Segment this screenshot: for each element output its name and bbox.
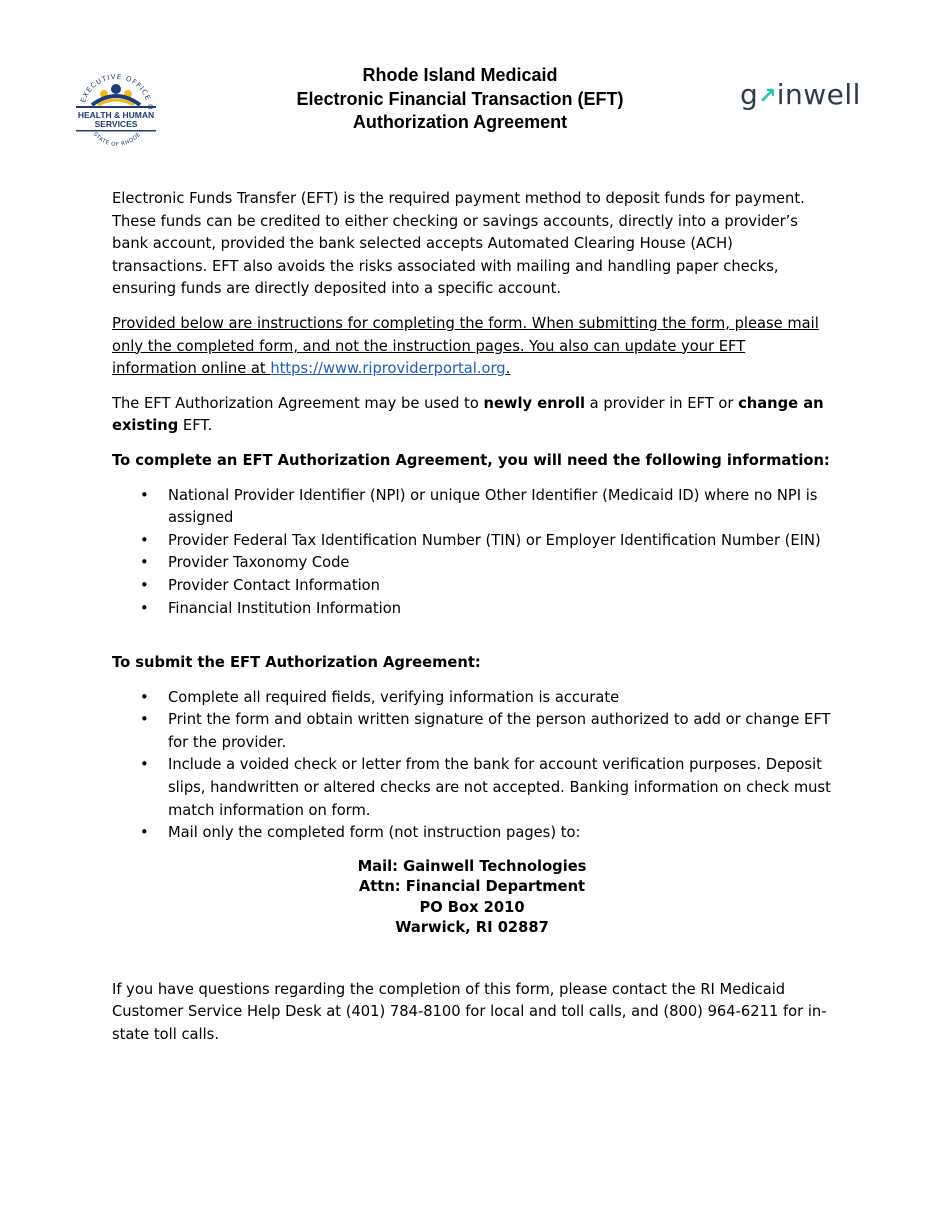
usage-paragraph — [112, 393, 832, 438]
mail-address — [112, 857, 832, 939]
seal-ring-text: EXECUTIVE OFFICE — [79, 72, 153, 104]
page-title — [230, 64, 690, 135]
mail-line-3: PO Box 2010 — [419, 898, 525, 916]
list-item: • Provider Contact Information — [112, 575, 832, 598]
seal-figure-center — [111, 84, 121, 94]
seal-bottom-text: STATE OF RHODE I — [91, 128, 145, 148]
gainwell-logo — [740, 78, 861, 112]
intro-paragraph: Electronic Funds Transfer (EFT) is the required payment method to deposit funds for payment. These funds can be credited to either checking or savings accounts, directly into a provider’s bank account, provided the bank selected accepts Automated Clearing House (ACH) transactions. EFT also avoids the risks associated with mailing and handling paper checks, ensuring funds are directly deposited into a specific account. — [112, 190, 805, 298]
gainwell-arrow-icon: ↗ — [758, 83, 777, 108]
title-line-1: Rhode Island Medicaid — [362, 65, 558, 85]
seal-line2: SERVICES — [94, 119, 138, 129]
list-item: • Provider Taxonomy Code — [112, 552, 832, 575]
complete-heading: To complete an EFT Authorization Agreement, you will need the following information: — [112, 451, 830, 469]
list-item: • Financial Institution Information — [112, 598, 832, 621]
eohhs-seal-icon — [70, 67, 162, 151]
instructions-end: . — [505, 360, 511, 378]
instructions-paragraph — [112, 313, 832, 381]
usage-text-3: EFT. — [178, 417, 213, 435]
usage-text-2: a provider in EFT or — [585, 394, 739, 412]
mail-line-1: Mail: Gainwell Technologies — [357, 857, 587, 875]
title-line-3: Authorization Agreement — [352, 112, 568, 132]
list-item: • Print the form and obtain written signature of the person authorized to add or change EFT for the provider. — [112, 709, 832, 754]
seal-line1: HEALTH & HUMAN — [77, 110, 155, 120]
submit-list — [112, 687, 832, 845]
portal-link[interactable]: https://www.riproviderportal.org — [270, 360, 506, 378]
gainwell-logo-suffix: inwell — [776, 78, 861, 111]
list-item: • Provider Federal Tax Identification Number (TIN) or Employer Identification Number (EIN) — [112, 530, 832, 553]
title-line-2: Electronic Financial Transaction (EFT) — [296, 88, 624, 109]
list-item: • Include a voided check or letter from the bank for account verification purposes. Deposit slips, handwritten or altered checks are not accepted. Banking information on check must match information on form. — [112, 754, 832, 822]
usage-bold-1: newly enroll — [483, 394, 586, 412]
usage-bold-2: change an existing — [112, 394, 824, 435]
usage-text-1: The EFT Authorization Agreement may be used to — [112, 394, 484, 412]
list-item: • National Provider Identifier (NPI) or unique Other Identifier (Medicaid ID) where no NPI is assigned — [112, 485, 832, 530]
mail-line-4: Warwick, RI 02887 — [395, 919, 549, 937]
list-item: • Complete all required fields, verifying information is accurate — [112, 687, 832, 710]
mail-line-2: Attn: Financial Department — [358, 878, 586, 896]
submit-heading: To submit the EFT Authorization Agreement: — [112, 654, 481, 672]
document-body — [112, 188, 832, 1059]
gainwell-logo-prefix: g — [740, 78, 759, 111]
instructions-text: Provided below are instructions for completing the form. When submitting the form, please mail only the completed form, and not the instruction pages. You also can update your EFT information online at — [112, 314, 819, 378]
complete-list — [112, 485, 832, 621]
list-item: • Mail only the completed form (not instruction pages) to: — [112, 822, 832, 845]
eohhs-logo — [70, 67, 162, 151]
contact-paragraph: If you have questions regarding the completion of this form, please contact the RI Medicaid Customer Service Help Desk at (401) 784-8100 for local and toll calls, and (800) 964-6211 for in-state toll calls. — [112, 980, 827, 1044]
